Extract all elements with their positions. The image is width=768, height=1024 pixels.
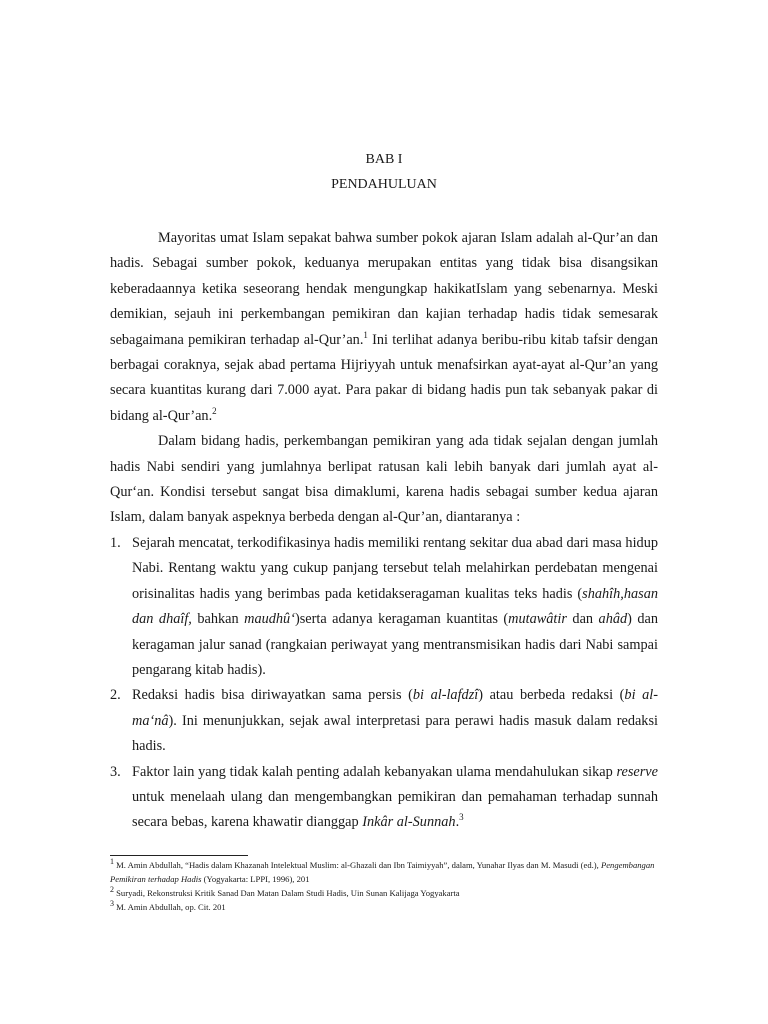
footnote-number: 2 (110, 885, 114, 895)
footnote-text: M. Amin Abdullah, “Hadis dalam Khazanah Intelektual Muslim: al-Ghazali dan Ibn Taimiyyah”, dalam, Yunahar Ilyas dan M. Masudi (ed.), (114, 860, 601, 870)
list-text: )serta adanya keragaman kuantitas ( (294, 611, 509, 628)
chapter-number: BAB I (365, 152, 403, 167)
list-number: 1. (110, 534, 121, 551)
footnote-3 (110, 900, 658, 914)
footnote-italic: Pengembangan Pemikiran terhadap Hadis (110, 860, 655, 884)
italic-term: maudhû‘ (244, 611, 295, 628)
list-text: ). Ini menunjukkan, sejak awal interpretasi para perawi hadis masuk dalam redaksi hadis. (132, 712, 658, 755)
footnote-divider (110, 855, 248, 856)
list-text: . (455, 814, 460, 831)
body-text (110, 226, 658, 836)
list-number: 3. (110, 763, 121, 780)
numbered-list (110, 531, 658, 836)
paragraph-2: Dalam bidang hadis, perkembangan pemikiran yang ada tidak sejalan dengan jumlah hadis Nabi sendiri yang jumlahnya berlipat ratusan kali lebih banyak dari jumlah ayat al-Qur‘an. Kondisi tersebut sangat bisa dimaklumi, karena hadis sebagai sumber kedua ajaran Islam, dalam banyak aspeknya berbeda dengan al-Qur’an, diantaranya : (110, 433, 658, 526)
paragraph-1-text-a: Mayoritas umat Islam sepakat bahwa sumber pokok ajaran Islam adalah al-Qur’an dan hadis. Sebagai sumber pokok, keduanya merupakan entitas yang tidak bisa disangsikan keberadaannya ketika seseorang hendak mengungkap hakikatIslam yang sebenarnya. Meski demikian, sejauh ini perkembangan pemikiran dan kajian terhadap hadis tidak semesarak sebagaimana pemikiran terhadap al-Qur’an. (110, 230, 658, 348)
list-item (110, 760, 658, 836)
italic-term: shahîh,hasan dan dhaîf, (132, 585, 658, 628)
list-text: dan (566, 611, 599, 628)
list-text: Redaksi hadis bisa diriwayatkan sama persis ( (132, 687, 413, 704)
italic-term: bi al-lafdzî (412, 687, 479, 704)
list-text: Sejarah mencatat, terkodifikasinya hadis memiliki rentang sekitar dua abad dari masa hidup Nabi. Rentang waktu yang cukup panjang tersebut telah melahirkan perdebatan mengenai orisinalitas hadis yang berimbas pada ketidakseragaman kualitas teks hadis ( (132, 534, 658, 602)
chapter-title: PENDAHULUAN (331, 177, 437, 192)
list-text: Faktor lain yang tidak kalah penting adalah kebanyakan ulama mendahulukan sikap (132, 763, 617, 780)
paragraph-1 (110, 226, 658, 429)
footnote-2 (110, 886, 658, 900)
list-item (110, 531, 658, 683)
list-text: bahkan (191, 611, 245, 628)
list-text: ) dan keragaman jalur sanad (rangkaian periwayat yang mentransmisikan hadis dari Nabi sampai pengarang kitab hadis). (132, 611, 659, 678)
footnote-ref-3[interactable]: 3 (459, 812, 464, 823)
paragraph-1-text-b: Ini terlihat adanya beribu-ribu kitab tafsir dengan berbagai coraknya, sejak abad pertama Hijriyyah untuk menafsirkan ayat-ayat al-Qur’an yang secara kuantitas kurang dari 7.000 ayat. Para pakar di bidang hadis pun tak sebanyak pakar di bidang al-Qur’an. (110, 331, 659, 424)
list-text: untuk menelaah ulang dan mengembangkan pemikiran dan pemahaman terhadap sunnah secara bebas, karena khawatir dianggap (132, 788, 658, 831)
italic-term: reserve (616, 763, 658, 780)
footnote-1 (110, 858, 658, 886)
list-item (110, 683, 658, 759)
footnote-text: Suryadi, Rekonstruksi Kritik Sanad Dan Matan Dalam Studi Hadis, Uin Sunan Kalijaga Yogyakarta (114, 888, 460, 898)
footnote-ref-2[interactable]: 2 (212, 406, 217, 417)
footnote-ref-1[interactable]: 1 (363, 329, 368, 340)
list-text: ) atau berbeda redaksi ( (478, 687, 625, 704)
footnote-text: M. Amin Abdullah, op. Cit. 201 (114, 902, 226, 912)
list-number: 2. (110, 687, 121, 704)
footnotes (110, 855, 658, 914)
italic-term: ahâd (598, 611, 628, 628)
footnote-number: 1 (110, 857, 114, 867)
italic-term: mutawâtir (508, 611, 567, 628)
footnote-number: 3 (110, 899, 114, 909)
italic-term: Inkâr al-Sunnah (362, 814, 456, 831)
italic-term: bi al-ma‘nâ (132, 687, 659, 729)
footnote-text: (Yogyakarta: LPPI, 1996), 201 (201, 874, 310, 884)
